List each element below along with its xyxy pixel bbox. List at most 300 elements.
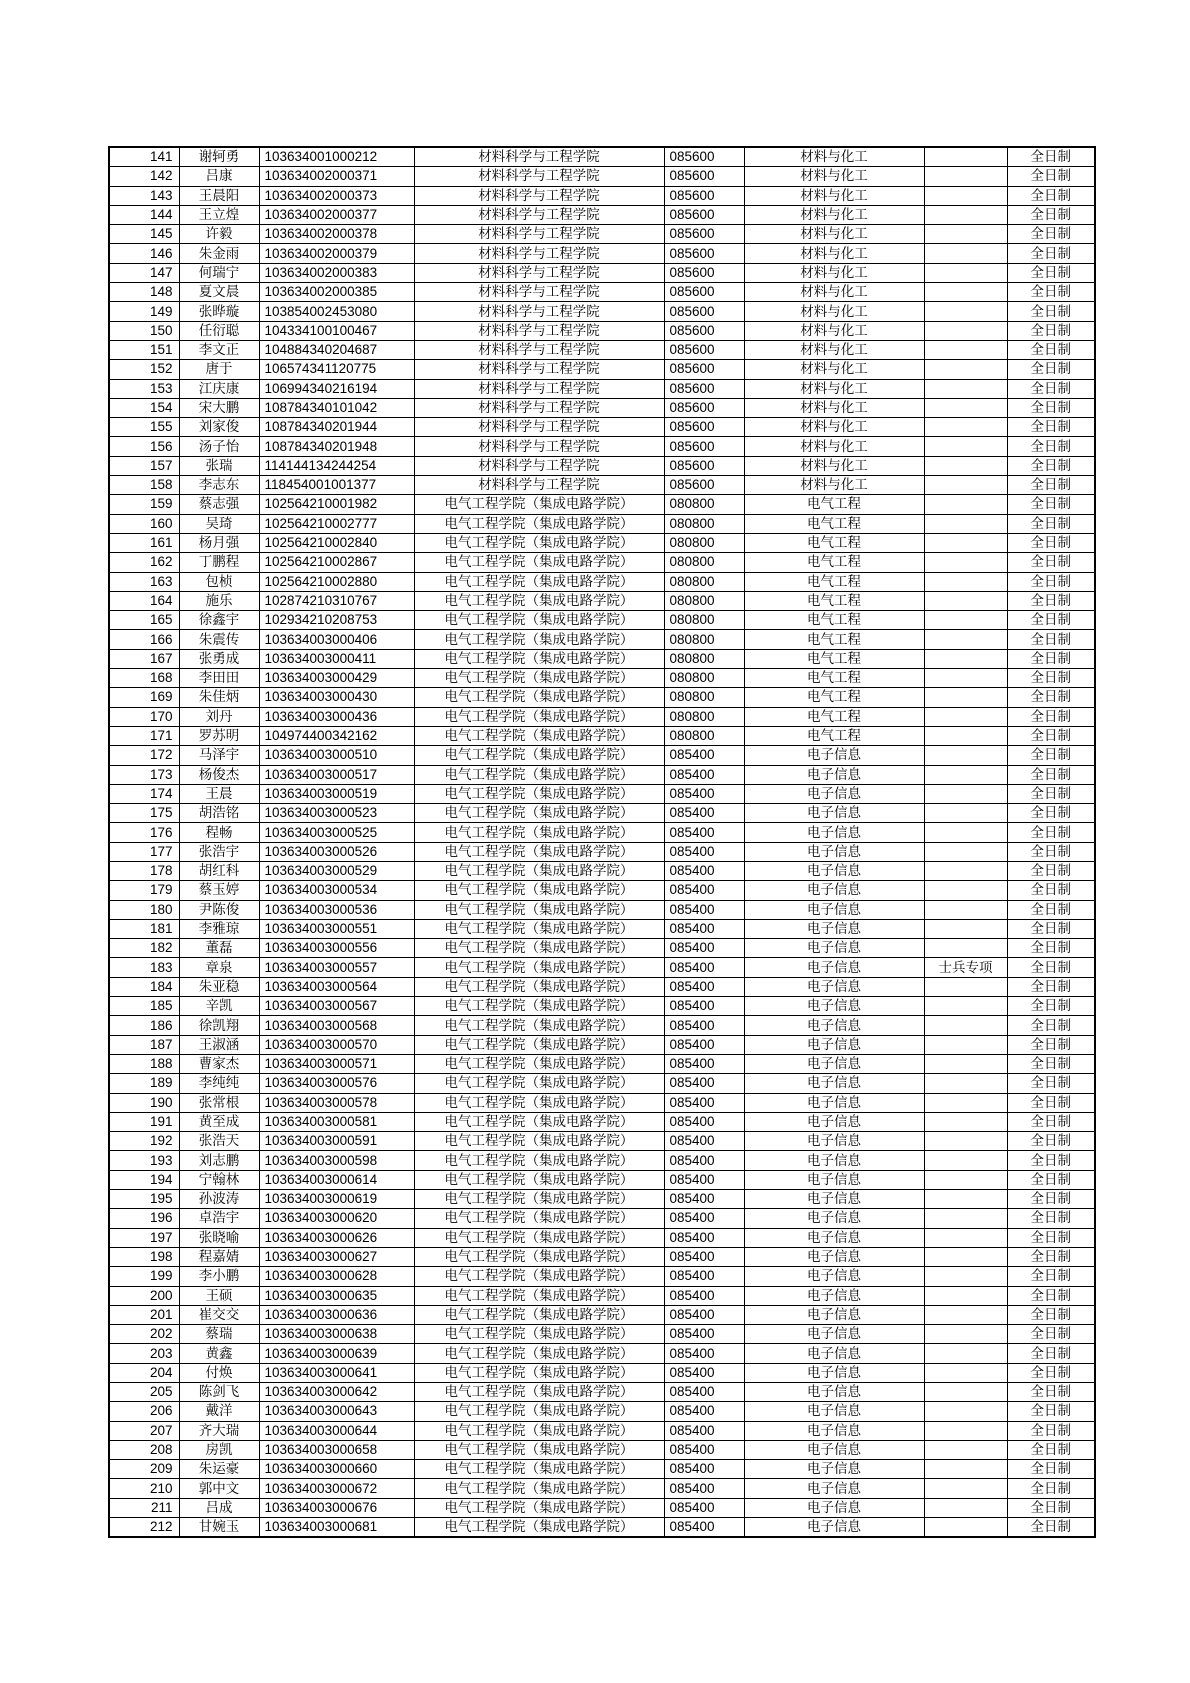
major-code-cell: 085400 [664,1190,744,1209]
table-row [109,360,1095,379]
major-code-cell: 085400 [664,861,744,880]
study-mode-cell: 全日制 [1007,977,1095,996]
exam-id-cell: 103634003000567 [259,997,414,1016]
student-name-cell: 唐于 [179,360,259,379]
major-name-cell: 电气工程 [744,533,924,552]
exam-id-cell: 102564210002840 [259,533,414,552]
special-plan-cell [924,1151,1007,1170]
student-name-cell: 张常根 [179,1093,259,1112]
school-cell: 材料科学与工程学院 [414,205,664,224]
study-mode-cell: 全日制 [1007,398,1095,417]
table-row [109,919,1095,938]
major-name-cell: 电子信息 [744,1498,924,1517]
row-index-cell: 179 [109,881,179,900]
study-mode-cell: 全日制 [1007,1286,1095,1305]
major-name-cell: 电气工程 [744,669,924,688]
study-mode-cell: 全日制 [1007,1344,1095,1363]
exam-id-cell: 103634003000638 [259,1325,414,1344]
special-plan-cell [924,1363,1007,1382]
study-mode-cell: 全日制 [1007,842,1095,861]
study-mode-cell: 全日制 [1007,804,1095,823]
special-plan-cell [924,804,1007,823]
exam-id-cell: 103634003000519 [259,784,414,803]
student-name-cell: 房凯 [179,1440,259,1459]
special-plan-cell [924,1383,1007,1402]
table-row [109,1267,1095,1286]
row-index-cell: 198 [109,1247,179,1266]
special-plan-cell [924,1190,1007,1209]
special-plan-cell [924,669,1007,688]
school-cell: 材料科学与工程学院 [414,456,664,475]
school-cell: 材料科学与工程学院 [414,379,664,398]
study-mode-cell: 全日制 [1007,1209,1095,1228]
exam-id-cell: 103634003000581 [259,1112,414,1131]
exam-id-cell: 104884340204687 [259,340,414,359]
special-plan-cell [924,1421,1007,1440]
exam-id-cell: 103634003000551 [259,919,414,938]
exam-id-cell: 103634003000598 [259,1151,414,1170]
table-row [109,1421,1095,1440]
row-index-cell: 194 [109,1170,179,1189]
exam-id-cell: 103634003000636 [259,1305,414,1324]
student-name-cell: 吕康 [179,167,259,186]
major-code-cell: 085400 [664,958,744,977]
table-row [109,726,1095,745]
student-name-cell: 程嘉婧 [179,1247,259,1266]
major-name-cell: 电气工程 [744,726,924,745]
special-plan-cell [924,1093,1007,1112]
table-row [109,225,1095,244]
major-name-cell: 电子信息 [744,1421,924,1440]
table-row [109,1112,1095,1131]
major-code-cell: 085400 [664,919,744,938]
study-mode-cell: 全日制 [1007,572,1095,591]
exam-id-cell: 106574341120775 [259,360,414,379]
table-row [109,997,1095,1016]
special-plan-cell [924,861,1007,880]
school-cell: 电气工程学院（集成电路学院） [414,553,664,572]
study-mode-cell: 全日制 [1007,514,1095,533]
school-cell: 电气工程学院（集成电路学院） [414,1190,664,1209]
study-mode-cell: 全日制 [1007,167,1095,186]
exam-id-cell: 103634002000378 [259,225,414,244]
table-row [109,591,1095,610]
school-cell: 电气工程学院（集成电路学院） [414,900,664,919]
row-index-cell: 143 [109,186,179,205]
student-name-cell: 李志东 [179,476,259,495]
major-name-cell: 电子信息 [744,1074,924,1093]
school-cell: 电气工程学院（集成电路学院） [414,1016,664,1035]
special-plan-cell [924,746,1007,765]
table-row [109,553,1095,572]
special-plan-cell [924,205,1007,224]
student-name-cell: 陈剑飞 [179,1383,259,1402]
table-row [109,1093,1095,1112]
major-code-cell: 085600 [664,437,744,456]
school-cell: 电气工程学院（集成电路学院） [414,939,664,958]
row-index-cell: 165 [109,611,179,630]
exam-id-cell: 103634002000383 [259,263,414,282]
exam-id-cell: 103634003000570 [259,1035,414,1054]
major-code-cell: 085400 [664,1402,744,1421]
major-code-cell: 085400 [664,1074,744,1093]
exam-id-cell: 103634003000436 [259,707,414,726]
study-mode-cell: 全日制 [1007,726,1095,745]
study-mode-cell: 全日制 [1007,939,1095,958]
major-name-cell: 电子信息 [744,784,924,803]
row-index-cell: 170 [109,707,179,726]
major-name-cell: 电子信息 [744,958,924,977]
row-index-cell: 178 [109,861,179,880]
row-index-cell: 210 [109,1479,179,1498]
row-index-cell: 190 [109,1093,179,1112]
exam-id-cell: 103634003000676 [259,1498,414,1517]
special-plan-cell [924,881,1007,900]
major-code-cell: 085400 [664,1286,744,1305]
special-plan-cell [924,997,1007,1016]
row-index-cell: 183 [109,958,179,977]
special-plan-cell [924,977,1007,996]
major-name-cell: 材料与化工 [744,186,924,205]
special-plan-cell [924,1479,1007,1498]
school-cell: 电气工程学院（集成电路学院） [414,804,664,823]
table-row [109,784,1095,803]
study-mode-cell: 全日制 [1007,1325,1095,1344]
study-mode-cell: 全日制 [1007,823,1095,842]
row-index-cell: 141 [109,147,179,167]
major-name-cell: 材料与化工 [744,205,924,224]
major-code-cell: 080800 [664,726,744,745]
major-code-cell: 085400 [664,1498,744,1517]
row-index-cell: 146 [109,244,179,263]
special-plan-cell [924,340,1007,359]
table-row [109,1190,1095,1209]
row-index-cell: 150 [109,321,179,340]
student-name-cell: 王淑涵 [179,1035,259,1054]
major-code-cell: 085600 [664,302,744,321]
school-cell: 电气工程学院（集成电路学院） [414,977,664,996]
student-name-cell: 宋大鹏 [179,398,259,417]
school-cell: 电气工程学院（集成电路学院） [414,861,664,880]
exam-id-cell: 103634003000571 [259,1054,414,1073]
study-mode-cell: 全日制 [1007,456,1095,475]
major-code-cell: 085400 [664,1228,744,1247]
exam-id-cell: 103634003000411 [259,649,414,668]
row-index-cell: 181 [109,919,179,938]
school-cell: 电气工程学院（集成电路学院） [414,1383,664,1402]
table-row [109,495,1095,514]
exam-id-cell: 103634003000626 [259,1228,414,1247]
study-mode-cell: 全日制 [1007,881,1095,900]
major-code-cell: 085400 [664,900,744,919]
table-row [109,669,1095,688]
student-name-cell: 辛凯 [179,997,259,1016]
student-name-cell: 马泽宇 [179,746,259,765]
major-code-cell: 085400 [664,1479,744,1498]
study-mode-cell: 全日制 [1007,688,1095,707]
study-mode-cell: 全日制 [1007,533,1095,552]
school-cell: 电气工程学院（集成电路学院） [414,1498,664,1517]
major-code-cell: 085600 [664,340,744,359]
table-row [109,611,1095,630]
student-name-cell: 吕成 [179,1498,259,1517]
table-row [109,1170,1095,1189]
table-row [109,1151,1095,1170]
major-code-cell: 085600 [664,283,744,302]
student-name-cell: 郭中文 [179,1479,259,1498]
student-name-cell: 程畅 [179,823,259,842]
table-row [109,167,1095,186]
school-cell: 电气工程学院（集成电路学院） [414,1035,664,1054]
school-cell: 材料科学与工程学院 [414,167,664,186]
exam-id-cell: 103634002000377 [259,205,414,224]
exam-id-cell: 103634003000658 [259,1440,414,1459]
major-name-cell: 电子信息 [744,1132,924,1151]
special-plan-cell [924,939,1007,958]
table-row [109,1209,1095,1228]
study-mode-cell: 全日制 [1007,1460,1095,1479]
table-row [109,842,1095,861]
student-name-cell: 张瑞 [179,456,259,475]
table-row [109,1344,1095,1363]
row-index-cell: 148 [109,283,179,302]
special-plan-cell [924,514,1007,533]
student-name-cell: 王硕 [179,1286,259,1305]
major-name-cell: 材料与化工 [744,476,924,495]
school-cell: 电气工程学院（集成电路学院） [414,746,664,765]
special-plan-cell [924,611,1007,630]
study-mode-cell: 全日制 [1007,784,1095,803]
special-plan-cell [924,591,1007,610]
study-mode-cell: 全日制 [1007,707,1095,726]
study-mode-cell: 全日制 [1007,630,1095,649]
school-cell: 电气工程学院（集成电路学院） [414,1093,664,1112]
major-code-cell: 085600 [664,205,744,224]
major-code-cell: 085400 [664,1016,744,1035]
study-mode-cell: 全日制 [1007,765,1095,784]
study-mode-cell: 全日制 [1007,1132,1095,1151]
exam-id-cell: 103634003000429 [259,669,414,688]
row-index-cell: 158 [109,476,179,495]
table-row [109,1247,1095,1266]
row-index-cell: 208 [109,1440,179,1459]
table-row [109,939,1095,958]
student-name-cell: 李纯纯 [179,1074,259,1093]
study-mode-cell: 全日制 [1007,186,1095,205]
table-row [109,379,1095,398]
major-name-cell: 材料与化工 [744,302,924,321]
major-name-cell: 材料与化工 [744,167,924,186]
study-mode-cell: 全日制 [1007,1247,1095,1266]
special-plan-cell [924,418,1007,437]
row-index-cell: 199 [109,1267,179,1286]
major-name-cell: 电子信息 [744,765,924,784]
table-row [109,1016,1095,1035]
school-cell: 电气工程学院（集成电路学院） [414,630,664,649]
major-name-cell: 电子信息 [744,881,924,900]
exam-id-cell: 103634003000642 [259,1383,414,1402]
study-mode-cell: 全日制 [1007,379,1095,398]
school-cell: 电气工程学院（集成电路学院） [414,572,664,591]
major-name-cell: 电气工程 [744,707,924,726]
student-name-cell: 刘志鹏 [179,1151,259,1170]
table-row [109,1228,1095,1247]
school-cell: 电气工程学院（集成电路学院） [414,1460,664,1479]
study-mode-cell: 全日制 [1007,1479,1095,1498]
row-index-cell: 152 [109,360,179,379]
major-code-cell: 085400 [664,1054,744,1073]
row-index-cell: 155 [109,418,179,437]
major-name-cell: 电子信息 [744,842,924,861]
row-index-cell: 185 [109,997,179,1016]
school-cell: 材料科学与工程学院 [414,147,664,167]
admission-list-table [108,146,1096,1538]
major-code-cell: 085600 [664,360,744,379]
school-cell: 材料科学与工程学院 [414,263,664,282]
major-name-cell: 电子信息 [744,861,924,880]
table-row [109,649,1095,668]
special-plan-cell [924,1112,1007,1131]
study-mode-cell: 全日制 [1007,611,1095,630]
major-name-cell: 电子信息 [744,1440,924,1459]
exam-id-cell: 102564210002880 [259,572,414,591]
student-name-cell: 何瑞宁 [179,263,259,282]
table-row [109,302,1095,321]
major-name-cell: 电气工程 [744,649,924,668]
row-index-cell: 180 [109,900,179,919]
study-mode-cell: 全日制 [1007,919,1095,938]
special-plan-cell [924,630,1007,649]
student-name-cell: 张晓喻 [179,1228,259,1247]
table-row [109,707,1095,726]
exam-id-cell: 103634003000591 [259,1132,414,1151]
table-row [109,147,1095,167]
special-plan-cell [924,476,1007,495]
major-code-cell: 085400 [664,1305,744,1324]
table-body [109,147,1095,1537]
major-code-cell: 080800 [664,591,744,610]
table-row [109,1440,1095,1459]
major-name-cell: 电子信息 [744,900,924,919]
major-name-cell: 电子信息 [744,1151,924,1170]
exam-id-cell: 103634003000576 [259,1074,414,1093]
major-name-cell: 电气工程 [744,572,924,591]
school-cell: 电气工程学院（集成电路学院） [414,1518,664,1538]
study-mode-cell: 全日制 [1007,225,1095,244]
study-mode-cell: 全日制 [1007,263,1095,282]
major-name-cell: 材料与化工 [744,244,924,263]
major-code-cell: 080800 [664,495,744,514]
student-name-cell: 徐凯翔 [179,1016,259,1035]
major-name-cell: 电子信息 [744,1363,924,1382]
table-row [109,437,1095,456]
special-plan-cell [924,1228,1007,1247]
school-cell: 材料科学与工程学院 [414,244,664,263]
row-index-cell: 145 [109,225,179,244]
exam-id-cell: 103854002453080 [259,302,414,321]
exam-id-cell: 103634003000568 [259,1016,414,1035]
school-cell: 电气工程学院（集成电路学院） [414,1074,664,1093]
study-mode-cell: 全日制 [1007,746,1095,765]
row-index-cell: 175 [109,804,179,823]
major-name-cell: 电气工程 [744,611,924,630]
student-name-cell: 李文正 [179,340,259,359]
major-code-cell: 085400 [664,881,744,900]
row-index-cell: 186 [109,1016,179,1035]
major-code-cell: 085400 [664,939,744,958]
row-index-cell: 149 [109,302,179,321]
exam-id-cell: 103634003000406 [259,630,414,649]
study-mode-cell: 全日制 [1007,437,1095,456]
exam-id-cell: 114144134244254 [259,456,414,475]
row-index-cell: 197 [109,1228,179,1247]
student-name-cell: 朱运豪 [179,1460,259,1479]
table-row [109,1518,1095,1538]
table-row [109,186,1095,205]
major-name-cell: 材料与化工 [744,379,924,398]
row-index-cell: 193 [109,1151,179,1170]
major-code-cell: 085600 [664,263,744,282]
exam-id-cell: 103634003000641 [259,1363,414,1382]
school-cell: 电气工程学院（集成电路学院） [414,1170,664,1189]
major-code-cell: 085400 [664,1363,744,1382]
table-row [109,804,1095,823]
student-name-cell: 杨月强 [179,533,259,552]
study-mode-cell: 全日制 [1007,649,1095,668]
study-mode-cell: 全日制 [1007,958,1095,977]
student-name-cell: 戴洋 [179,1402,259,1421]
exam-id-cell: 102874210310767 [259,591,414,610]
special-plan-cell [924,1267,1007,1286]
major-code-cell: 085600 [664,167,744,186]
study-mode-cell: 全日制 [1007,321,1095,340]
exam-id-cell: 103634003000672 [259,1479,414,1498]
major-code-cell: 085400 [664,765,744,784]
row-index-cell: 154 [109,398,179,417]
student-name-cell: 孙波涛 [179,1190,259,1209]
special-plan-cell [924,147,1007,167]
student-name-cell: 黄至成 [179,1112,259,1131]
special-plan-cell [924,1016,1007,1035]
exam-id-cell: 103634003000525 [259,823,414,842]
major-code-cell: 080800 [664,669,744,688]
exam-id-cell: 103634003000643 [259,1402,414,1421]
student-name-cell: 任衍聪 [179,321,259,340]
school-cell: 电气工程学院（集成电路学院） [414,1325,664,1344]
special-plan-cell [924,1035,1007,1054]
table-row [109,958,1095,977]
exam-id-cell: 103634003000510 [259,746,414,765]
exam-id-cell: 102934210208753 [259,611,414,630]
major-name-cell: 材料与化工 [744,456,924,475]
major-code-cell: 085400 [664,1170,744,1189]
student-name-cell: 汤子怡 [179,437,259,456]
major-code-cell: 085400 [664,1151,744,1170]
table-row [109,688,1095,707]
row-index-cell: 192 [109,1132,179,1151]
row-index-cell: 164 [109,591,179,610]
table-row [109,900,1095,919]
school-cell: 电气工程学院（集成电路学院） [414,1421,664,1440]
exam-id-cell: 103634003000526 [259,842,414,861]
exam-id-cell: 103634003000564 [259,977,414,996]
student-name-cell: 宁翰林 [179,1170,259,1189]
special-plan-cell [924,283,1007,302]
exam-id-cell: 103634003000536 [259,900,414,919]
major-code-cell: 085400 [664,784,744,803]
row-index-cell: 172 [109,746,179,765]
major-name-cell: 电子信息 [744,939,924,958]
